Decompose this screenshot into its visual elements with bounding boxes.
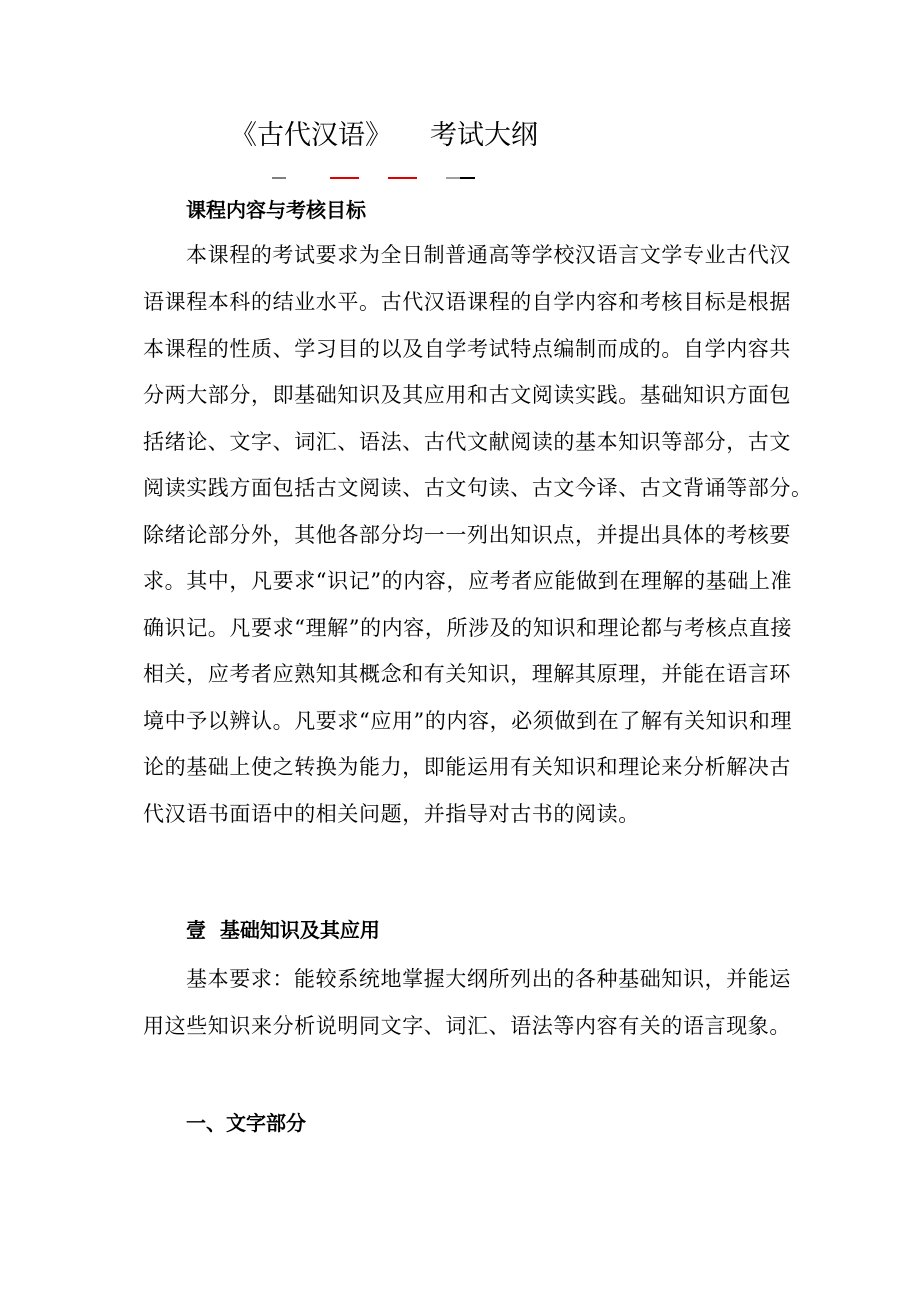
paragraph-line: 阅读实践方面包括古文阅读、古文句读、古文今译、古文背诵等部分。	[143, 476, 813, 500]
section-heading-characters: 一、文字部分	[186, 1111, 306, 1135]
paragraph-line: 求。其中，凡要求“识记”的内容，应考者应能做到在理解的基础上准	[143, 569, 793, 593]
paragraph-line: 括绪论、文字、词汇、语法、古代文献阅读的基本知识等部分，古文	[143, 430, 791, 454]
title-subtitle: 考试大纲	[430, 120, 538, 151]
paragraph-line: 代汉语书面语中的相关问题，并指导对古书的阅读。	[143, 802, 640, 826]
title-rule-segment	[388, 177, 417, 179]
title-rule-segment	[272, 177, 286, 179]
section-heading-basic-knowledge: 壹 基础知识及其应用	[186, 918, 380, 942]
paragraph-line: 分两大部分，即基础知识及其应用和古文阅读实践。基础知识方面包	[143, 383, 791, 407]
paragraph-line: 境中予以辨认。凡要求“应用”的内容，必须做到在了解有关知识和理	[143, 709, 793, 733]
section-heading-course-content: 课程内容与考核目标	[186, 198, 366, 222]
paragraph-line: 基本要求：能较系统地掌握大纲所列出的各种基础知识，并能运	[186, 967, 791, 991]
paragraph-line: 相关，应考者应熟知其概念和有关知识，理解其原理，并能在语言环	[143, 662, 791, 686]
paragraph-line: 本课程的考试要求为全日制普通高等学校汉语言文学专业古代汉	[186, 243, 791, 267]
paragraph-line: 本课程的性质、学习目的以及自学考试特点编制而成的。自学内容共	[143, 337, 791, 361]
title-rule-segment	[446, 177, 460, 179]
paragraph-line: 用这些知识来分析说明同文字、词汇、语法等内容有关的语言现象。	[143, 1014, 791, 1038]
paragraph-line: 确识记。凡要求“理解”的内容，所涉及的知识和理论都与考核点直接	[143, 616, 793, 640]
paragraph-line: 语课程本科的结业水平。古代汉语课程的自学内容和考核目标是根据	[143, 290, 791, 314]
document-title	[230, 116, 538, 156]
title-book-name: 《古代汉语》	[230, 120, 392, 151]
title-rule-segment	[460, 177, 475, 179]
paragraph-line: 论的基础上使之转换为能力，即能运用有关知识和理论来分析解决古	[143, 755, 791, 779]
title-rule-segment	[330, 177, 359, 179]
paragraph-line: 除绪论部分外，其他各部分均一一列出知识点，并提出具体的考核要	[143, 523, 791, 547]
